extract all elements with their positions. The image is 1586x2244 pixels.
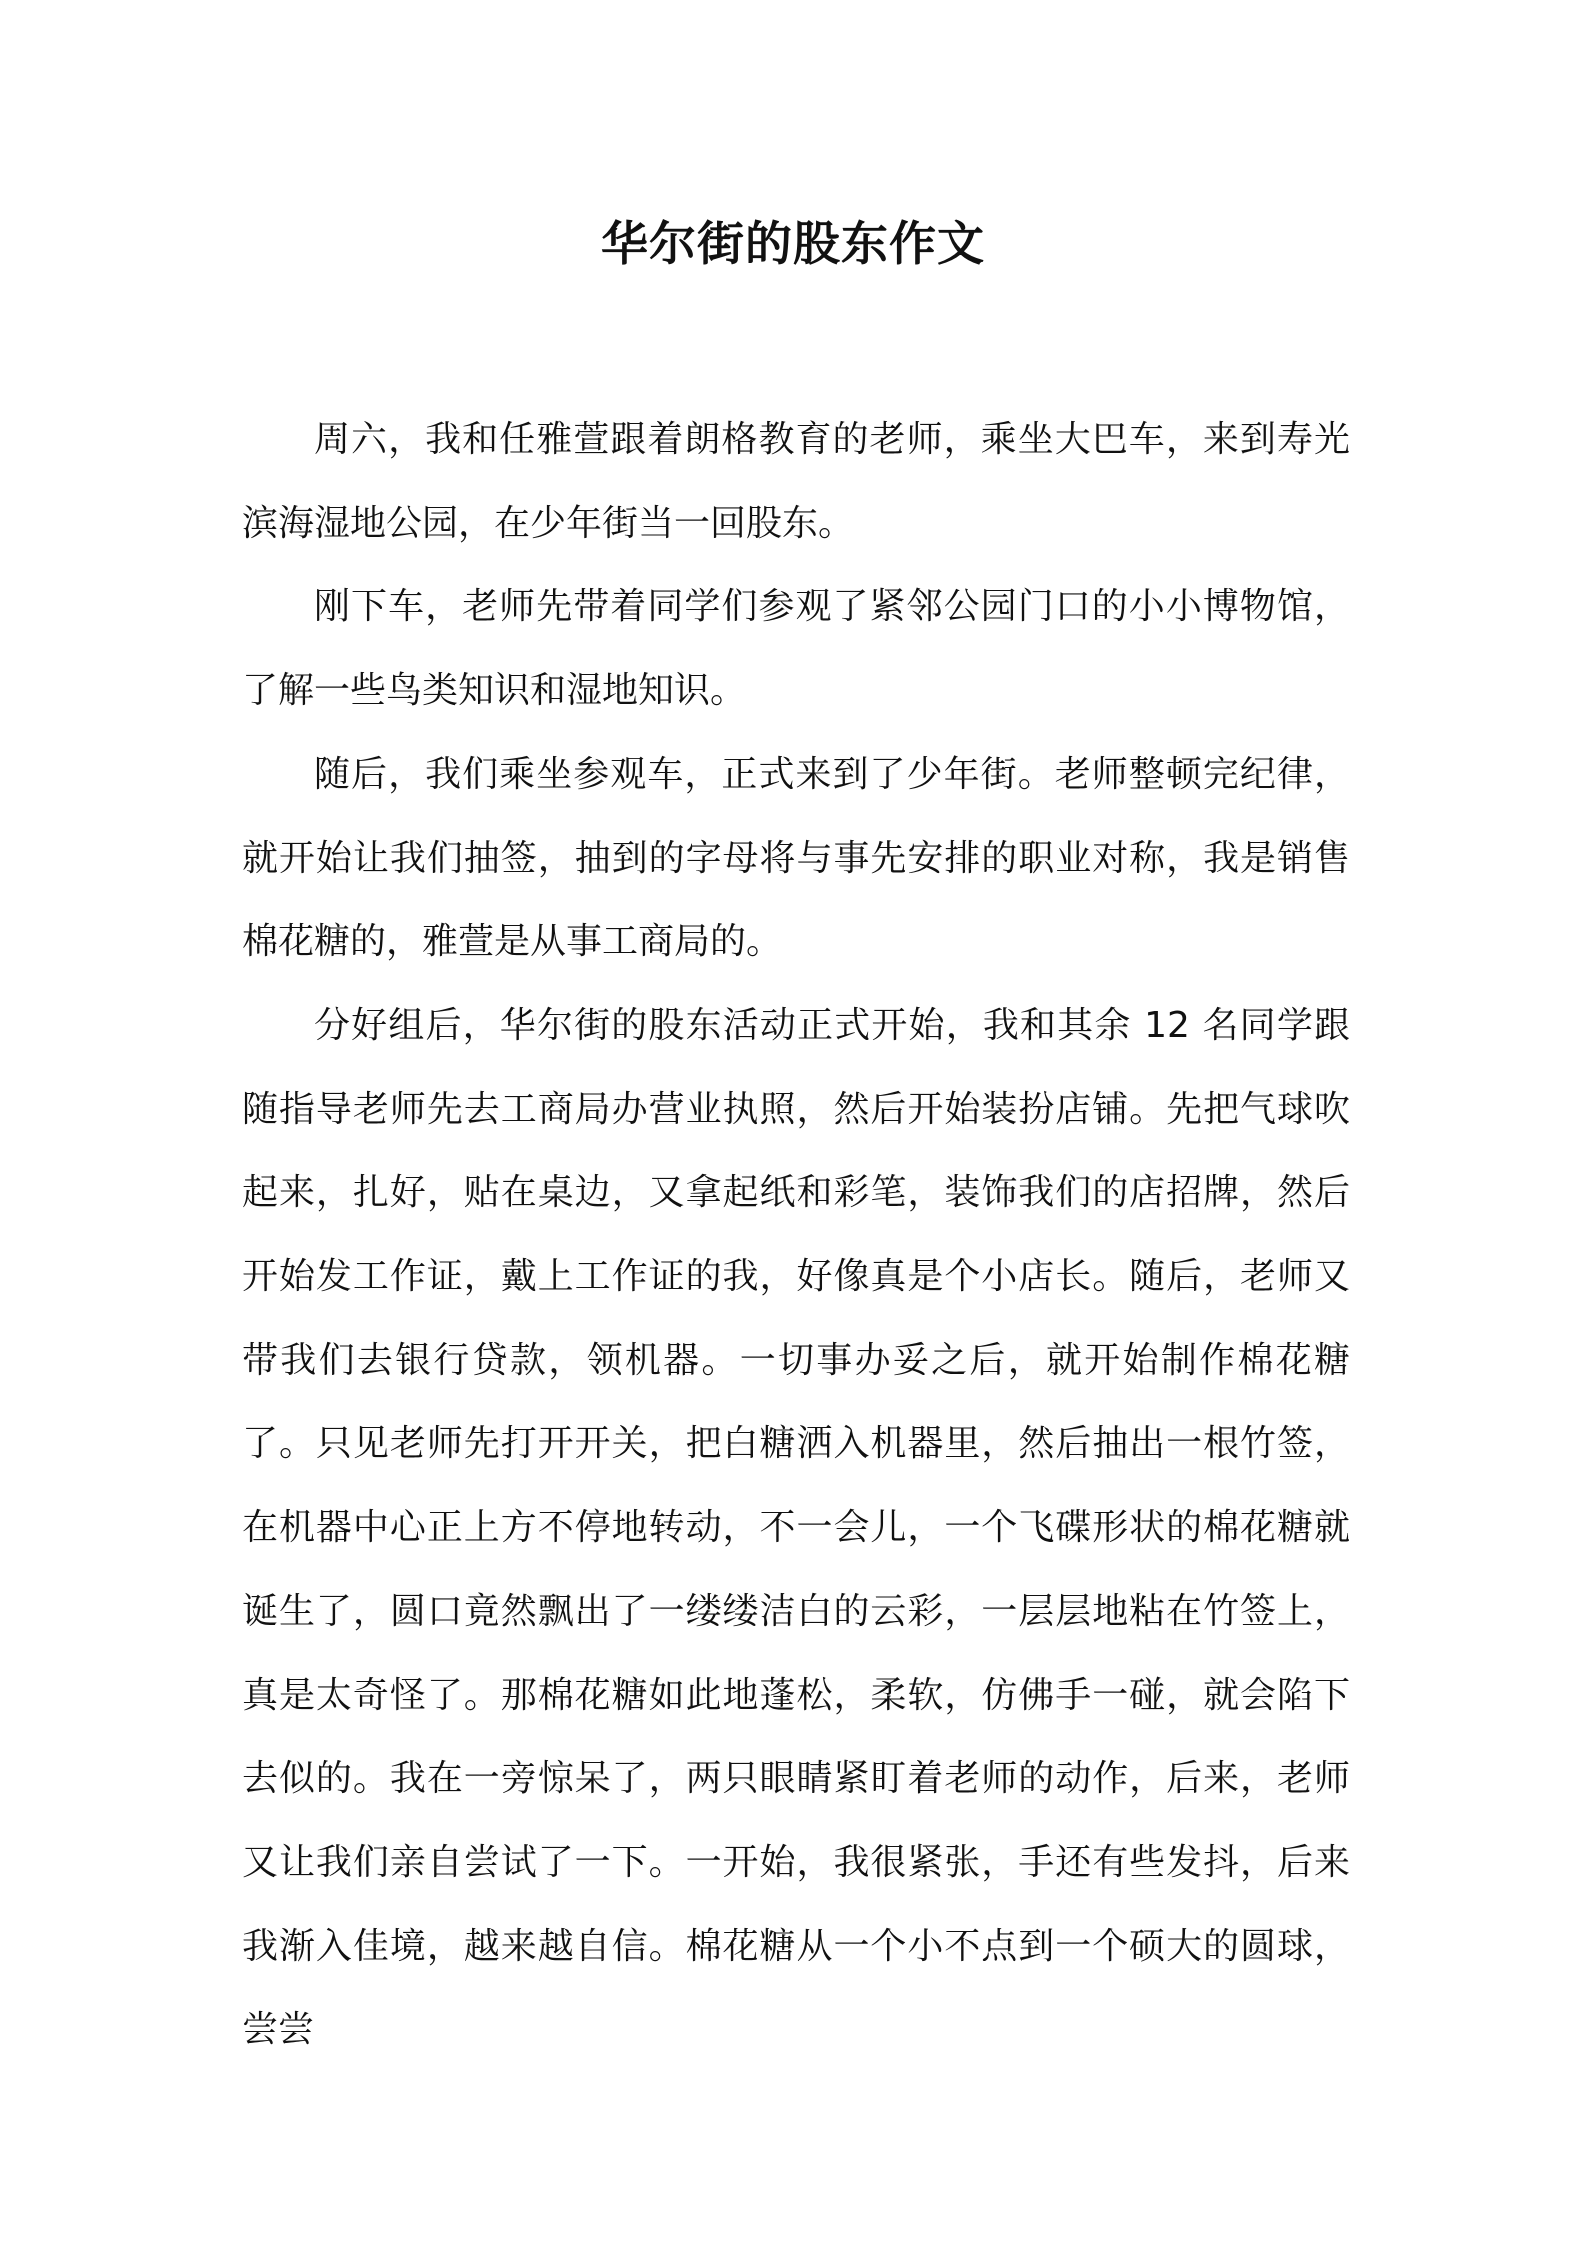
paragraph-3: 随后，我们乘坐参观车，正式来到了少年街。老师整顿完纪律，就开始让我们抽签，抽到的字母将与事先安排的职业对称，我是销售棉花糖的，雅萱是从事工商局的。 (242, 753, 1350, 963)
document-body (242, 398, 1350, 2072)
document-title: 华尔街的股东作文 (601, 217, 985, 272)
paragraph-2: 刚下车，老师先带着同学们参观了紧邻公园门口的小小博物馆，了解一些鸟类知识和湿地知识。 (242, 586, 1350, 712)
paragraph-4: 分好组后，华尔街的股东活动正式开始，我和其余 12 名同学跟随指导老师先去工商局办营业执照，然后开始装扮店铺。先把气球吹起来，扎好，贴在桌边，又拿起纸和彩笔，装饰我们的店招牌，然后开始发工作证，戴上工作证的我，好像真是个小店长。随后，老师又带我们去银行贷款，领机器。一切事办妥之后，就开始制作棉花糖了。只见老师先打开开关，把白糖洒入机器里，然后抽出一根竹签，在机器中心正上方不停地转动，不一会儿，一个飞碟形状的棉花糖就诞生了，圆口竟然飘出了一缕缕洁白的云彩，一层层地粘在竹签上，真是太奇怪了。那棉花糖如此地蓬松，柔软，仿佛手一碰，就会陷下去似的。我在一旁惊呆了，两只眼睛紧盯着老师的动作，后来，老师又让我们亲自尝试了一下。一开始，我很紧张，手还有些发抖，后来我渐入佳境，越来越自信。棉花糖从一个小不点到一个硕大的圆球，尝尝 (242, 1004, 1350, 2051)
paragraph-1: 周六，我和任雅萱跟着朗格教育的老师，乘坐大巴车，来到寿光滨海湿地公园，在少年街当一回股东。 (242, 419, 1350, 544)
